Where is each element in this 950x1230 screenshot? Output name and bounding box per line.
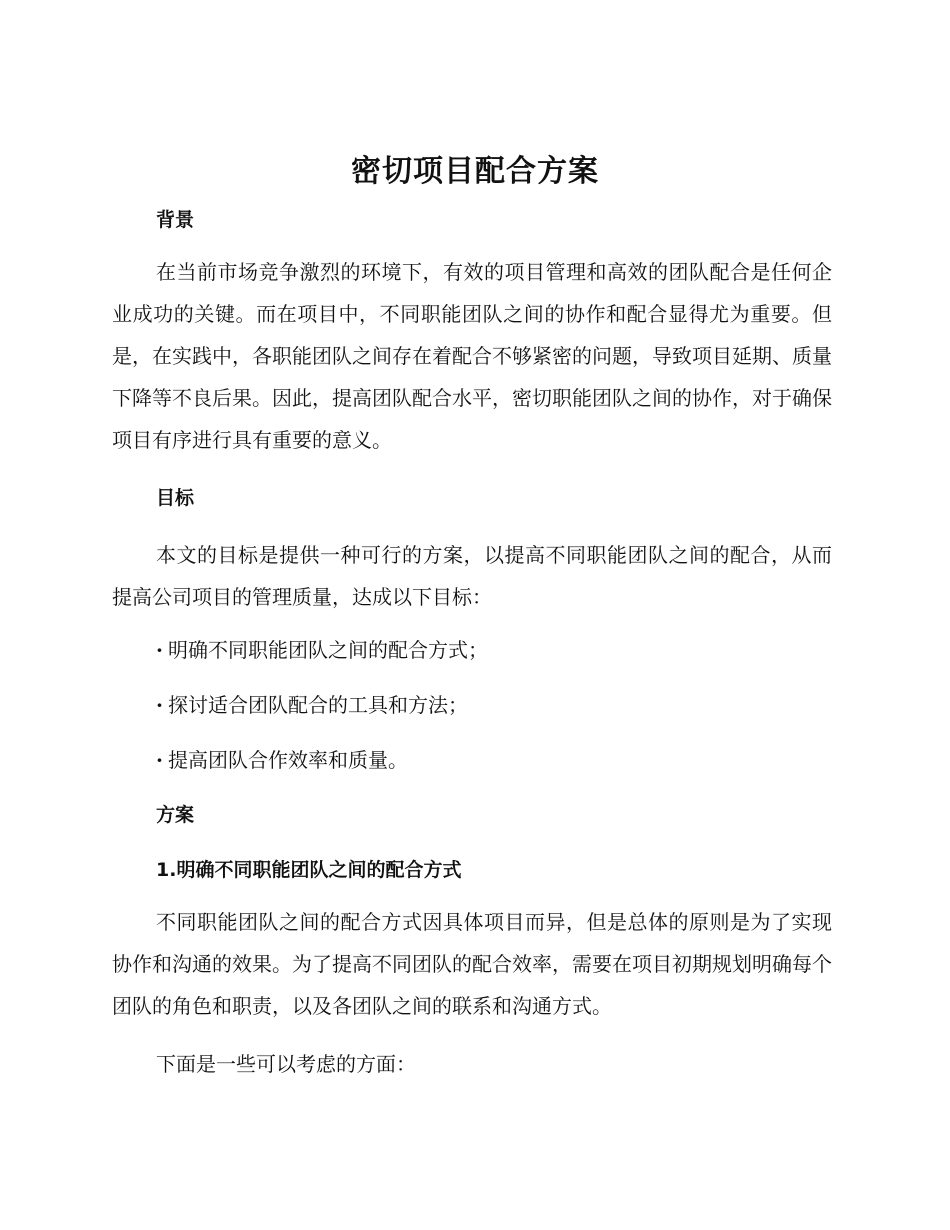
bullet-dot-icon: · <box>156 748 163 772</box>
section-heading-background: 背景 <box>156 209 195 231</box>
bullet-text: 探讨适合团队配合的工具和方法； <box>168 693 468 717</box>
bullet-dot-icon: · <box>156 693 163 717</box>
bullet-item <box>156 745 408 775</box>
paragraph-background: 在当前市场竞争激烈的环境下，有效的项目管理和高效的团队配合是任何企业成功的关键。而在项目中，不同职能团队之间的协作和配合显得尤为重要。但是，在实践中，各职能团队之间存在着配合不够紧密的问题，导致项目延期、质量下降等不良后果。因此，提高团队配合水平，密切职能团队之间的协作，对于确保项目有序进行具有重要的意义。 <box>112 260 832 452</box>
paragraph-plan-2: 下面是一些可以考虑的方面： <box>156 1052 416 1076</box>
paragraph-plan-1: 不同职能团队之间的配合方式因具体项目而异，但是总体的原则是为了实现协作和沟通的效果。为了提高不同团队的配合效率，需要在项目初期规划明确每个团队的角色和职责，以及各团队之间的联系和沟通方式。 <box>112 910 832 1018</box>
bullet-dot-icon: · <box>156 638 163 662</box>
paragraph-goals: 本文的目标是提供一种可行的方案，以提高不同职能团队之间的配合，从而提高公司项目的管理质量，达成以下目标： <box>112 543 832 609</box>
bullet-item <box>156 635 488 665</box>
bullet-text: 提高团队合作效率和质量。 <box>168 748 408 772</box>
subheading-plan-1: 1.明确不同职能团队之间的配合方式 <box>156 859 462 881</box>
section-heading-goals: 目标 <box>156 487 195 509</box>
bullet-text: 明确不同职能团队之间的配合方式； <box>168 638 488 662</box>
document-title: 密切项目配合方案 <box>351 154 599 189</box>
section-heading-plan: 方案 <box>156 804 195 826</box>
bullet-item <box>156 690 468 720</box>
